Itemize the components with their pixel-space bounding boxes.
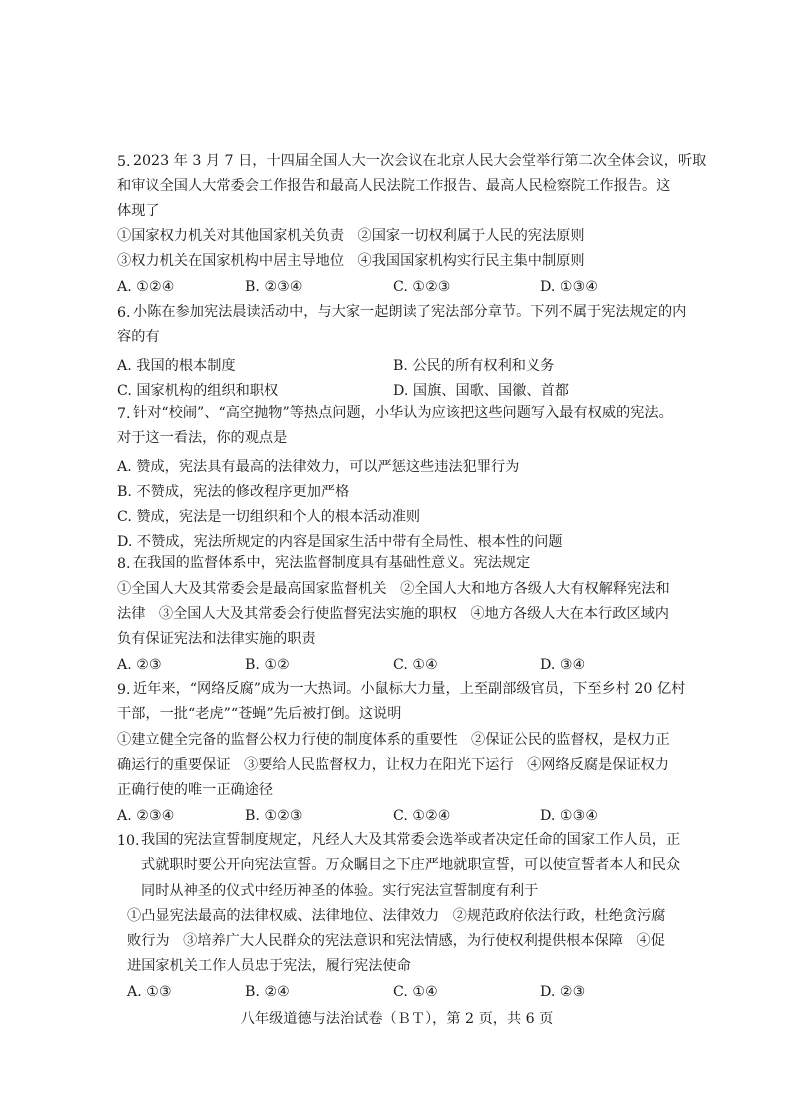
option-c: C. ①②④: [393, 808, 451, 824]
question-number: 8.: [117, 556, 131, 572]
option-d: D. 国旗、国歌、国徽、首都: [393, 383, 569, 399]
option-b: B. 不赞成，宪法的修改程序更加严格: [117, 484, 350, 500]
question-text: 干部，一批“老虎”“苍蝇”先后被打倒。这说明: [117, 706, 402, 722]
option-b: B. ②③④: [245, 279, 303, 295]
option-d: D. ③④: [540, 657, 586, 673]
option-b: B. ①②: [245, 657, 290, 673]
statement-line: ①全国人大及其常委会是最高国家监督机关 ②全国人大和地方各级人大有权解释宪法和: [117, 581, 670, 597]
option-d: D. ①③④: [540, 808, 599, 824]
question-number: 9.: [117, 682, 131, 698]
statement-line: 法律 ③全国人大及其常委会行使监督宪法实施的职权 ④地方各级人大在本行政区域内: [117, 606, 669, 622]
statement-line: 确运行的重要保证 ③要给人民监督权力，让权力在阳光下运行 ④网络反腐是保证权力: [117, 757, 669, 773]
question-text: 式就职时要公开向宪法宣誓。万众瞩目之下庄严地就职宣誓，可以使宣誓者本人和民众: [141, 857, 681, 873]
question-text: 针对“校闹”、“高空抛物”等热点问题，小华认为应该把这些问题写入最有权威的宪法。: [133, 405, 673, 421]
statement-line: 败行为 ③培养广大人民群众的宪法意识和宪法情感，为行使权利提供根本保障 ④促: [127, 933, 665, 949]
statement-line: 正确行使的唯一正确途径: [117, 782, 274, 798]
option-a: A. ①②④: [117, 279, 175, 295]
question-text: 2023 年 3 月 7 日，十四届全国人大一次会议在北京人民大会堂举行第二次全体会议，听取: [133, 153, 707, 169]
question-number: 7.: [117, 406, 131, 422]
question-number: 10.: [117, 833, 140, 849]
option-a: A. ②③④: [117, 808, 175, 824]
statement-line: 进国家机关工作人员忠于宪法，履行宪法使命: [127, 958, 411, 974]
question-text: 在我国的监督体系中，宪法监督制度具有基础性意义。宪法规定: [133, 555, 531, 571]
option-d: D. ②③: [540, 984, 586, 1000]
option-c: C. 国家机构的组织和职权: [117, 383, 279, 399]
option-c: C. ①②③: [393, 279, 451, 295]
page-footer: 八年级道德与法治试卷（ＢＴ），第 2 页，共 6 页: [240, 1011, 554, 1027]
option-b: B. ①②③: [245, 808, 303, 824]
question-text: 我国的宪法宣誓制度规定，凡经人大及其常委会选举或者决定任命的国家工作人员，正: [141, 832, 681, 848]
statement-line: ①建立健全完备的监督公权力行使的制度体系的重要性 ②保证公民的监督权，是权力正: [117, 732, 670, 748]
question-number: 5.: [117, 154, 131, 170]
question-text: 对于这一看法，你的观点是: [117, 430, 288, 446]
option-b: B. ②④: [245, 984, 290, 1000]
statement-line: ③权力机关在国家机构中居主导地位 ④我国国家机构实行民主集中制原则: [117, 253, 585, 269]
option-b: B. 公民的所有权利和义务: [393, 358, 555, 374]
option-c: C. ①④: [393, 984, 438, 1000]
question-text: 同时从神圣的仪式中经历神圣的体验。实行宪法宣誓制度有利于: [141, 883, 539, 899]
option-a: A. 赞成，宪法具有最高的法律效力，可以严惩这些违法犯罪行为: [117, 459, 520, 475]
question-text: 体现了: [117, 203, 160, 219]
statement-line: ①国家权力机关对其他国家机关负责 ②国家一切权利属于人民的宪法原则: [117, 228, 585, 244]
question-text: 容的有: [117, 329, 160, 345]
question-text: 和审议全国人大常委会工作报告和最高人民法院工作报告、最高人民检察院工作报告。这: [117, 178, 671, 194]
question-text: 近年来，“网络反腐”成为一大热词。小鼠标大力量，上至副部级官员，下至乡村 20 亿村: [133, 681, 686, 697]
option-d: D. ①③④: [540, 279, 599, 295]
option-c: C. 赞成，宪法是一切组织和个人的根本活动准则: [117, 509, 421, 525]
question-number: 6.: [117, 305, 131, 321]
option-a: A. ①③: [127, 984, 172, 1000]
statement-line: 负有保证宪法和法律实施的职责: [117, 631, 316, 647]
question-text: 小陈在参加宪法晨读活动中，与大家一起朗读了宪法部分章节。下列不属于宪法规定的内: [133, 304, 687, 320]
option-d: D. 不赞成，宪法所规定的内容是国家生活中带有全局性、根本性的问题: [117, 534, 563, 550]
option-a: A. 我国的根本制度: [117, 358, 236, 374]
option-c: C. ①④: [393, 657, 438, 673]
statement-line: ①凸显宪法最高的法律权威、法律地位、法律效力 ②规范政府依法行政，杜绝贪污腐: [127, 908, 666, 924]
option-a: A. ②③: [117, 657, 162, 673]
